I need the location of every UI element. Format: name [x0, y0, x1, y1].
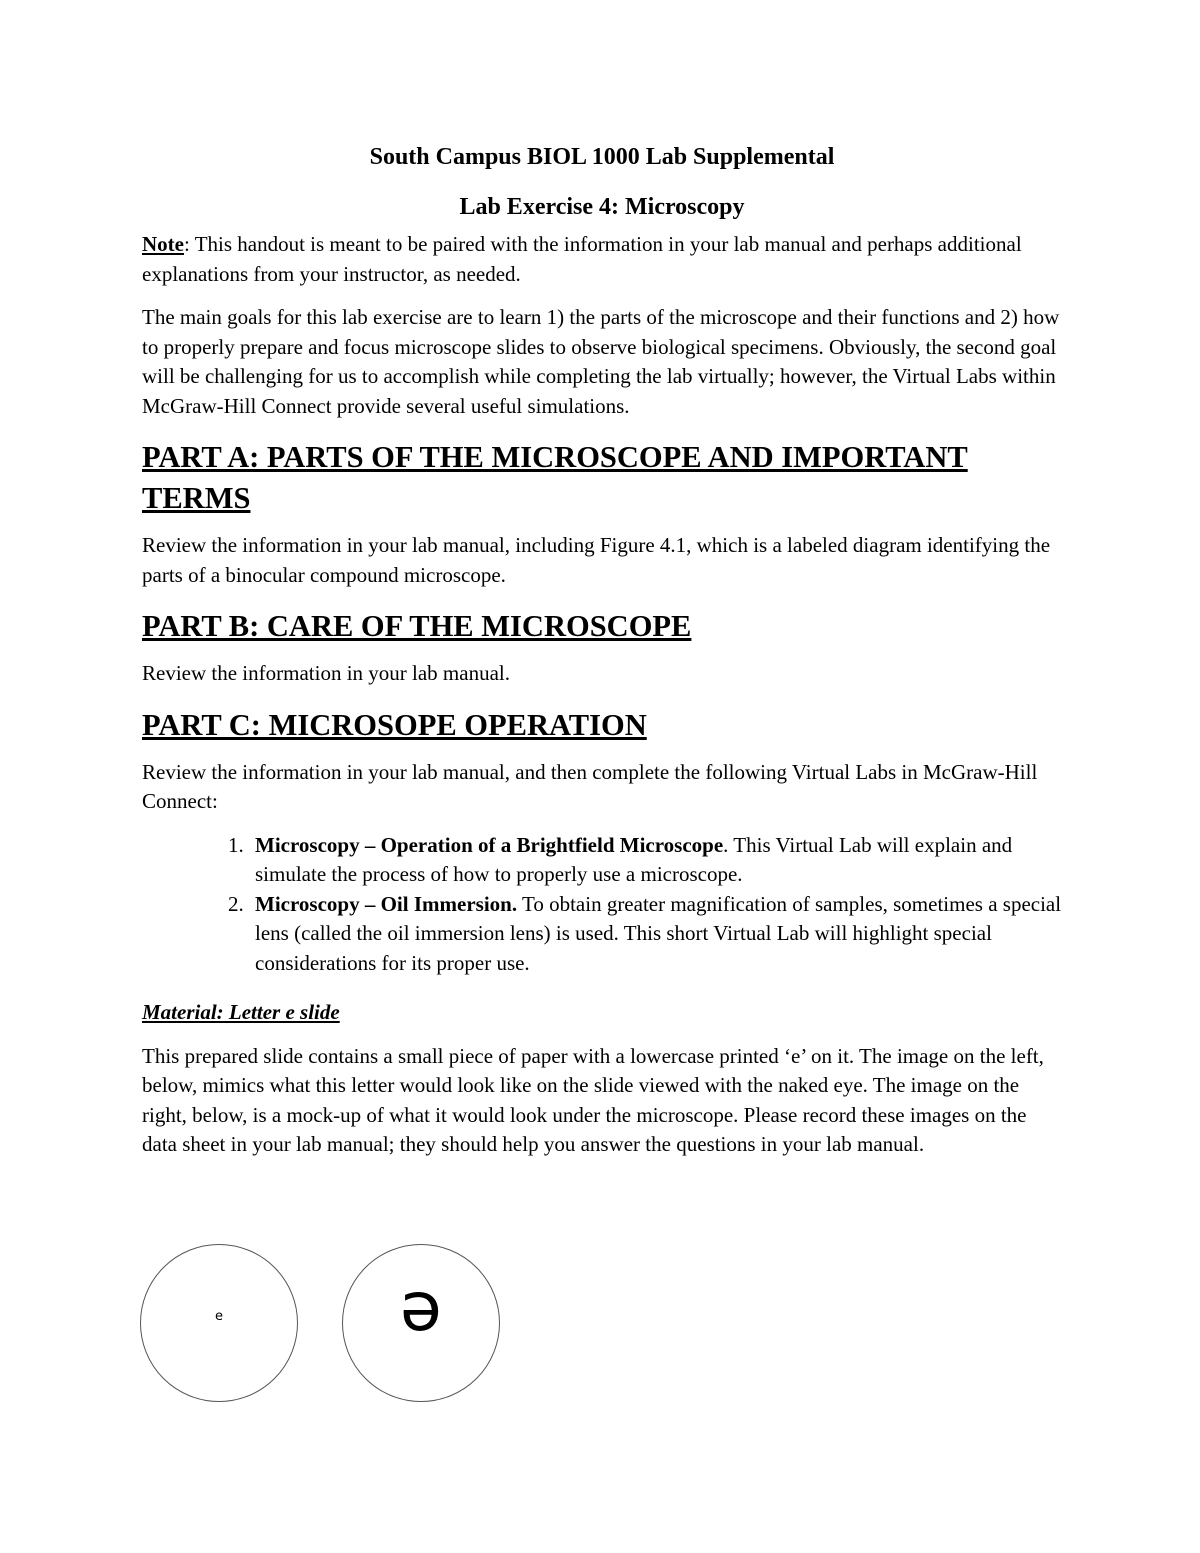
note-text: : This handout is meant to be paired with the information in your lab manual and perhaps additional explanations from your instructor, as needed. — [142, 232, 1022, 286]
part-c-text: Review the information in your lab manual, and then complete the following Virtual Labs in McGraw-Hill Connect: — [142, 759, 1038, 813]
document-subtitle: Lab Exercise 4: Microscopy — [459, 194, 745, 220]
note-paragraph — [142, 230, 1062, 289]
list-item — [249, 831, 1062, 890]
part-a-heading: PART A: PARTS OF THE MICROSCOPE AND IMPORTANT TERMS — [142, 440, 968, 515]
list-item — [249, 890, 1062, 979]
microscope-view-circle — [342, 1244, 500, 1402]
virtual-labs-list — [142, 831, 1062, 979]
document-content — [142, 140, 1062, 1174]
document-title: South Campus BIOL 1000 Lab Supplemental — [369, 144, 835, 170]
goals-paragraph: The main goals for this lab exercise are to learn 1) the parts of the microscope and their functions and 2) how to properly prepare and focus microscope slides to observe biological specimens. Obviously, the second goal will be challenging for us to accomplish while completing the lab virtually; however, the Virtual Labs within McGraw-Hill Connect provide several useful simulations. — [142, 305, 1060, 418]
letter-e-figures — [140, 1244, 504, 1408]
note-label: Note — [142, 232, 184, 256]
naked-eye-letter: e — [215, 1309, 223, 1324]
microscope-letter: e — [400, 1276, 442, 1355]
list-item-title: Microscopy – Operation of a Brightfield Microscope — [255, 832, 724, 857]
list-item-title: Microscopy – Oil Immersion. — [255, 891, 518, 916]
part-b-heading: PART B: CARE OF THE MICROSCOPE — [142, 609, 692, 643]
naked-eye-view-circle — [140, 1244, 298, 1402]
material-heading: Material: Letter e slide — [142, 1000, 340, 1024]
part-a-text: Review the information in your lab manual, including Figure 4.1, which is a labeled diagram identifying the parts of a binocular compound microscope. — [142, 533, 1051, 587]
material-text: This prepared slide contains a small piece of paper with a lowercase printed ‘e’ on it. The image on the left, below, mimics what this letter would look like on the slide viewed with the naked eye. The image on the right, below, is a mock-up of what it would look under the microscope. Please record these images on the data sheet in your lab manual; they should help you answer the questions in your lab manual. — [142, 1043, 1044, 1156]
list-item-text: . This Virtual Lab will explain and simulate the process of how to properly use a microscope. — [255, 832, 1013, 886]
part-c-heading: PART C: MICROSOPE OPERATION — [142, 707, 647, 742]
part-b-text: Review the information in your lab manual. — [142, 661, 510, 685]
list-item-text: To obtain greater magnification of samples, sometimes a special lens (called the oil immersion lens) is used. This short Virtual Lab will highlight special considerations for its proper use. — [255, 891, 1062, 975]
